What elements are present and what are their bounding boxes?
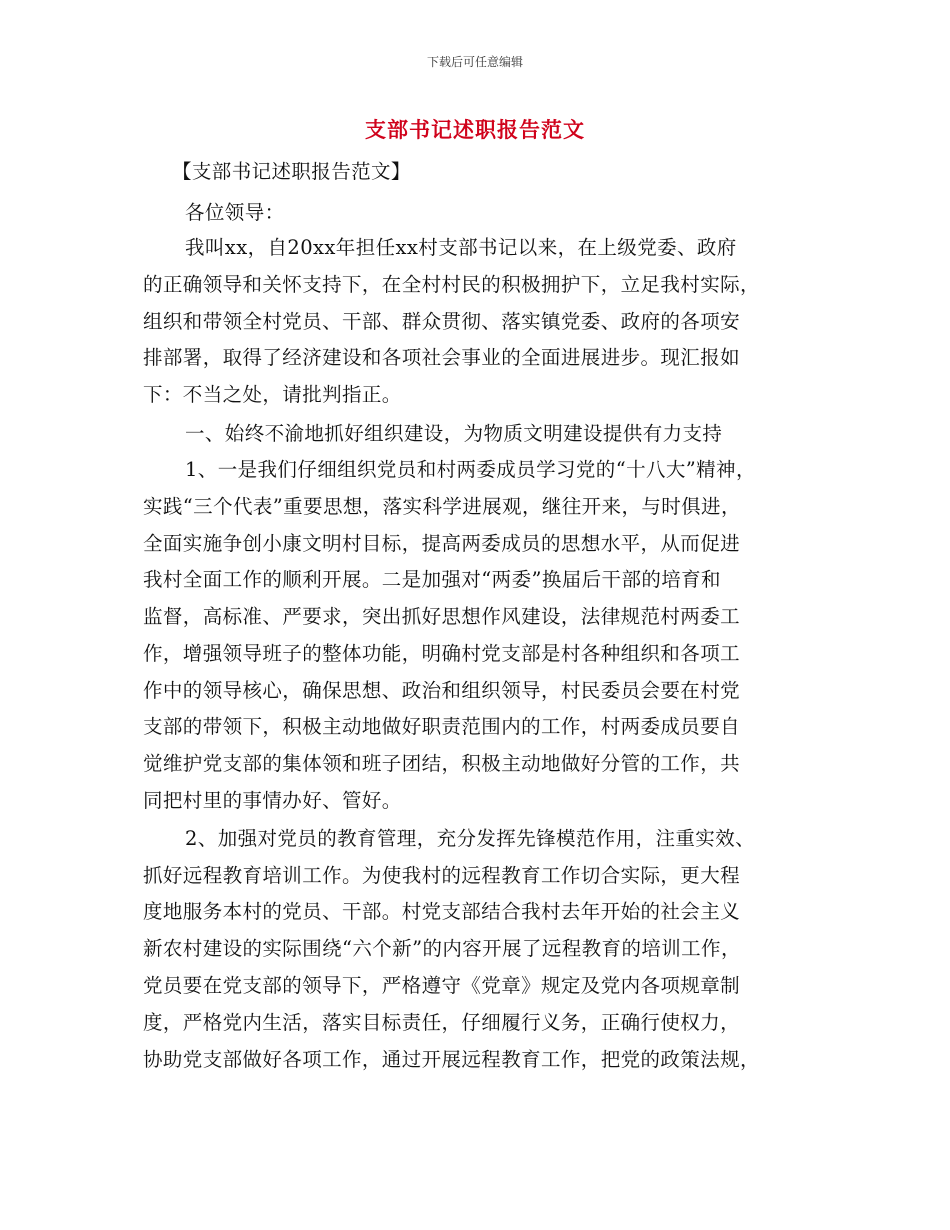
- body-line: 我叫xx，自20xx年担任xx村支部书记以来，在上级党委、政府: [185, 236, 737, 259]
- page-header-note: 下载后可任意编辑: [426, 55, 523, 69]
- body-line: 党员要在党支部的领导下，严格遵守《党章》规定及党内各项规章制: [143, 974, 741, 997]
- body-line: 全面实施争创小康文明村目标，提高两委成员的思想水平，从而促进: [143, 532, 741, 555]
- body-line: 抓好远程教育培训工作。为使我村的远程教育工作切合实际，更大程: [143, 864, 741, 887]
- body-line: 的正确领导和关怀支持下，在全村村民的积极拥护下，立足我村实际，: [143, 273, 760, 296]
- body-line: 我村全面工作的顺利开展。二是加强对“两委”换届后干部的培育和: [143, 568, 721, 591]
- body-line: 协助党支部做好各项工作，通过开展远程教育工作，把党的政策法规，: [143, 1048, 760, 1071]
- body-line: 同把村里的事情办好、管好。: [143, 789, 402, 812]
- body-line: 监督，高标准、严要求，突出抓好思想作风建设，法律规范村两委工: [143, 605, 741, 628]
- body-line: 各位领导：: [185, 201, 285, 224]
- body-line: 新农村建设的实际围绕“六个新”的内容开展了远程教育的培训工作，: [143, 937, 741, 960]
- body-line: 组织和带领全村党员、干部、群众贯彻、落实镇党委、政府的各项安: [143, 310, 741, 333]
- body-line: 实践“三个代表”重要思想，落实科学进展观，继往开来，与时俱进，: [143, 495, 741, 518]
- body-line: 下：不当之处，请批判指正。: [143, 383, 402, 406]
- document-title: 支部书记述职报告范文: [365, 117, 585, 142]
- body-line: 觉维护党支部的集体领和班子团结，积极主动地做好分管的工作，共: [143, 752, 741, 775]
- body-line: 1、一是我们仔细组织党员和村两委成员学习党的“十八大”精神，: [185, 458, 756, 481]
- body-line: 度，严格党内生活，落实目标责任，仔细履行义务，正确行使权力，: [143, 1011, 741, 1034]
- body-line: 作中的领导核心，确保思想、政治和组织领导，村民委员会要在村党: [143, 679, 741, 702]
- body-line: 作，增强领导班子的整体功能，明确村党支部是村各种组织和各项工: [143, 642, 741, 665]
- body-line: 2、加强对党员的教育管理，充分发挥先锋模范作用，注重实效、: [185, 827, 756, 850]
- section-heading: 一、始终不渝地抓好组织建设，为物质文明建设提供有力支持: [185, 422, 723, 445]
- body-line: 【支部书记述职报告范文】: [172, 160, 411, 183]
- body-line: 支部的带领下，积极主动地做好职责范围内的工作，村两委成员要自: [143, 715, 741, 738]
- body-line: 排部署，取得了经济建设和各项社会事业的全面进展进步。现汇报如: [143, 346, 741, 369]
- body-line: 度地服务本村的党员、干部。村党支部结合我村去年开始的社会主义: [143, 900, 741, 923]
